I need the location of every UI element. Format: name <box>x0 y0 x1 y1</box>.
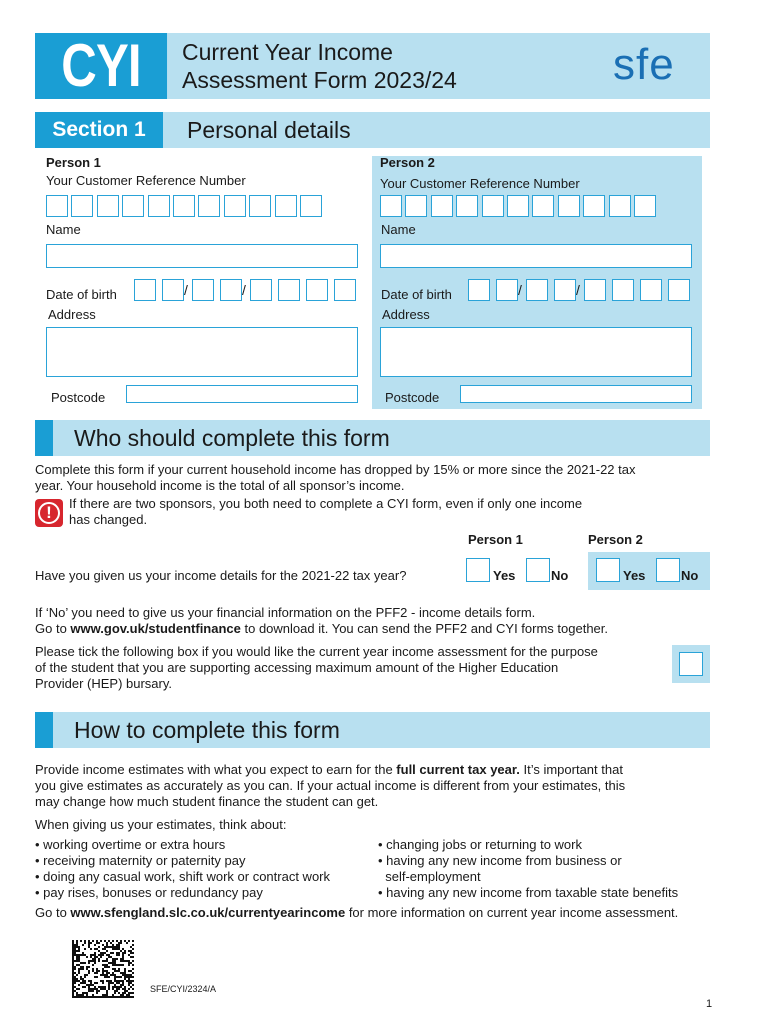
dob-separator: / <box>184 282 188 298</box>
warning-line2: has changed. <box>69 512 148 527</box>
crn-digit-box[interactable] <box>198 195 220 217</box>
crn-digit-box[interactable] <box>634 195 656 217</box>
section1-title: Personal details <box>187 117 351 143</box>
person1-yes-label: Yes <box>493 568 516 583</box>
dob-separator: / <box>242 282 246 298</box>
think-about-text: When giving us your estimates, think about: <box>35 817 287 832</box>
bullet-left-1: • working overtime or extra hours <box>35 837 226 852</box>
person2-address-label: Address <box>382 307 430 322</box>
crn-digit-box[interactable] <box>71 195 93 217</box>
crn-digit-box[interactable] <box>148 195 170 217</box>
crn-digit-box[interactable] <box>122 195 144 217</box>
person2-name-input[interactable] <box>380 244 692 268</box>
dob-separator: / <box>518 282 522 298</box>
person1-dob-label: Date of birth <box>46 287 117 302</box>
goto-studentfinance-line <box>35 621 608 637</box>
how-para-bold: full current tax year. <box>396 762 520 777</box>
person2-dob-label: Date of birth <box>381 287 452 302</box>
crn-digit-box[interactable] <box>456 195 478 217</box>
dob-digit-box[interactable] <box>334 279 356 301</box>
crn-digit-box[interactable] <box>609 195 631 217</box>
form-title-line1: Current Year Income <box>182 39 393 65</box>
how-paragraph-line3: may change how much student finance the student can get. <box>35 794 379 809</box>
person2-yes-label: Yes <box>623 568 646 583</box>
person2-crn-label: Your Customer Reference Number <box>380 176 580 191</box>
dob-digit-box[interactable] <box>640 279 662 301</box>
form-code: SFE/CYI/2324/A <box>150 984 217 994</box>
crn-digit-box[interactable] <box>532 195 554 217</box>
person1-name-input[interactable] <box>46 244 358 268</box>
person2-address-input[interactable] <box>380 327 692 377</box>
more-info-line <box>35 905 678 921</box>
person2-postcode-input[interactable] <box>460 385 692 403</box>
person1-no-checkbox[interactable] <box>526 558 550 582</box>
qr-code-icon <box>72 940 134 998</box>
bullet-right-1: • changing jobs or returning to work <box>378 837 582 852</box>
tax-year-question: Have you given us your income details for the 2021-22 tax year? <box>35 568 407 583</box>
hep-line1: Please tick the following box if you would like the current year income assessment for the purpose <box>35 644 598 659</box>
crn-digit-box[interactable] <box>405 195 427 217</box>
dob-digit-box[interactable] <box>192 279 214 301</box>
person1-no-label: No <box>551 568 569 583</box>
more-suffix: for more information on current year income assessment. <box>345 905 679 920</box>
dob-digit-box[interactable] <box>668 279 690 301</box>
dob-digit-box[interactable] <box>220 279 242 301</box>
crn-digit-box[interactable] <box>558 195 580 217</box>
crn-digit-box[interactable] <box>173 195 195 217</box>
hep-line2: of the student that you are supporting accessing maximum amount of the Higher Education <box>35 660 559 675</box>
person2-yes-checkbox[interactable] <box>596 558 620 582</box>
if-no-line: If ‘No’ you need to give us your financial information on the PFF2 - income details form. <box>35 605 536 620</box>
bullet-left-4: • pay rises, bonuses or redundancy pay <box>35 885 263 900</box>
crn-digit-box[interactable] <box>507 195 529 217</box>
dob-digit-box[interactable] <box>554 279 576 301</box>
crn-digit-box[interactable] <box>224 195 246 217</box>
dob-digit-box[interactable] <box>496 279 518 301</box>
bullet-right-2: • having any new income from business or <box>378 853 622 868</box>
how-section-title: How to complete this form <box>74 717 340 743</box>
who-person1-heading: Person 1 <box>468 532 523 547</box>
crn-digit-box[interactable] <box>275 195 297 217</box>
dob-digit-box[interactable] <box>162 279 184 301</box>
person1-address-input[interactable] <box>46 327 358 377</box>
page-number: 1 <box>706 998 713 1010</box>
bullet-right-4: • having any new income from taxable state benefits <box>378 885 679 900</box>
dob-digit-box[interactable] <box>468 279 490 301</box>
crn-digit-box[interactable] <box>300 195 322 217</box>
sfengland-link[interactable]: www.sfengland.slc.co.uk/currentyearincome <box>70 905 346 920</box>
person2-name-label: Name <box>381 222 416 237</box>
dob-digit-box[interactable] <box>612 279 634 301</box>
person1-postcode-label: Postcode <box>51 390 106 405</box>
crn-digit-box[interactable] <box>249 195 271 217</box>
how-para-suffix: It’s important that <box>519 762 623 777</box>
crn-digit-box[interactable] <box>583 195 605 217</box>
person1-crn-label: Your Customer Reference Number <box>46 173 246 188</box>
who-section-title: Who should complete this form <box>74 425 390 451</box>
dob-digit-box[interactable] <box>250 279 272 301</box>
hep-line3: Provider (HEP) bursary. <box>35 676 173 691</box>
warning-icon: ! <box>35 499 63 527</box>
person2-no-label: No <box>681 568 699 583</box>
dob-separator: / <box>576 282 580 298</box>
person1-yes-checkbox[interactable] <box>466 558 490 582</box>
person1-postcode-input[interactable] <box>126 385 358 403</box>
how-paragraph-line1 <box>35 762 623 778</box>
section1-label: Section 1 <box>35 112 163 148</box>
crn-digit-box[interactable] <box>380 195 402 217</box>
bullet-right-3: self-employment <box>378 869 481 884</box>
sfe-logo: sfe <box>613 40 675 89</box>
who-person2-heading: Person 2 <box>588 532 643 547</box>
who-paragraph-line2: year. Your household income is the total of all sponsor’s income. <box>35 478 405 493</box>
dob-digit-box[interactable] <box>584 279 606 301</box>
goto-prefix: Go to <box>35 621 71 636</box>
how-paragraph-line2: you give estimates as accurately as you can. If your actual income is different from your estimates, this <box>35 778 626 793</box>
crn-digit-box[interactable] <box>46 195 68 217</box>
person1-name-label: Name <box>46 222 81 237</box>
person2-no-checkbox[interactable] <box>656 558 680 582</box>
how-para-prefix: Provide income estimates with what you expect to earn for the <box>35 762 397 777</box>
crn-digit-box[interactable] <box>482 195 504 217</box>
who-paragraph-line1: Complete this form if your current household income has dropped by 15% or more since the 2021-22 tax <box>35 462 636 477</box>
bullet-left-2: • receiving maternity or paternity pay <box>35 853 246 868</box>
goto-suffix: to download it. You can send the PFF2 and CYI forms together. <box>240 621 609 636</box>
person2-heading: Person 2 <box>380 155 435 170</box>
warning-line1: If there are two sponsors, you both need to complete a CYI form, even if only one income <box>69 496 583 511</box>
person1-heading: Person 1 <box>46 155 101 170</box>
person1-address-label: Address <box>48 307 96 322</box>
dob-digit-box[interactable] <box>134 279 156 301</box>
dob-digit-box[interactable] <box>526 279 548 301</box>
crn-digit-box[interactable] <box>431 195 453 217</box>
dob-digit-box[interactable] <box>306 279 328 301</box>
dob-digit-box[interactable] <box>278 279 300 301</box>
cyi-logo: CYI <box>35 33 167 99</box>
form-title-line2: Assessment Form 2023/24 <box>182 67 457 93</box>
crn-digit-box[interactable] <box>97 195 119 217</box>
bullet-left-3: • doing any casual work, shift work or contract work <box>35 869 331 884</box>
person2-postcode-label: Postcode <box>385 390 440 405</box>
more-prefix: Go to <box>35 905 71 920</box>
hep-bursary-checkbox[interactable] <box>679 652 703 676</box>
studentfinance-link[interactable]: www.gov.uk/studentfinance <box>70 621 241 636</box>
form-title <box>182 38 457 94</box>
